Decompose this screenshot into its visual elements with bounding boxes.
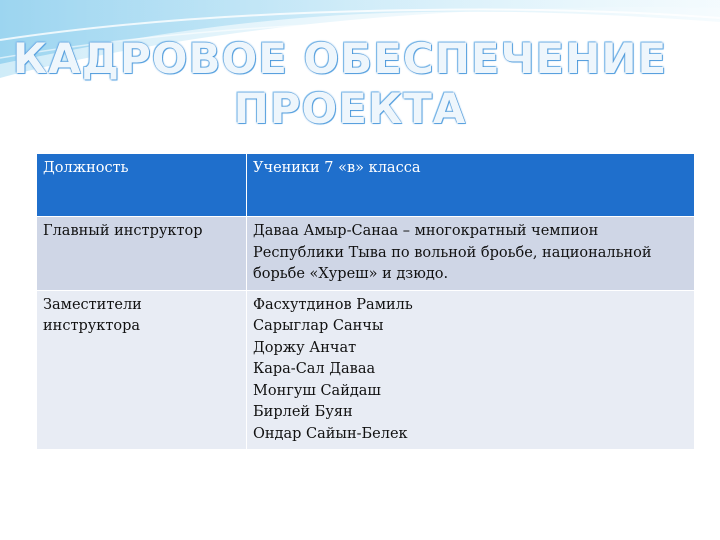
table-row [37, 217, 695, 291]
header-students: Ученики 7 «в» класса [247, 154, 695, 217]
table-header-row [37, 154, 695, 217]
person-name: Монгуш Сайдаш [253, 382, 381, 399]
person-name: Ондар Сайын-Белек [253, 425, 408, 442]
position-cell: Заместители инструктора [37, 290, 247, 450]
staff-table [36, 153, 695, 450]
header-position: Должность [37, 154, 247, 217]
person-name: Сарыглар Санчы [253, 318, 384, 334]
slide-title-line2: ПРОЕКТА [233, 84, 467, 133]
person-name: Кара-Сал Даваа [253, 361, 376, 377]
position-cell: Главный инструктор [37, 217, 247, 291]
people-cell [247, 290, 695, 450]
slide-title-line1: КАДРОВОЕ ОБЕСПЕЧЕНИЕ [12, 34, 668, 83]
table-row [37, 290, 695, 450]
person-name: Доржу Анчат [253, 339, 357, 356]
person-name: Фасхутдинов Рамиль [253, 296, 413, 313]
slide-title [0, 34, 720, 134]
people-cell: Даваа Амыр-Санаа – многократный чемпион Республики Тыва по вольной броьбе, национальной борьбе «Хуреш» и дзюдо. [247, 217, 695, 291]
person-name: Бирлей Буян [253, 404, 353, 420]
